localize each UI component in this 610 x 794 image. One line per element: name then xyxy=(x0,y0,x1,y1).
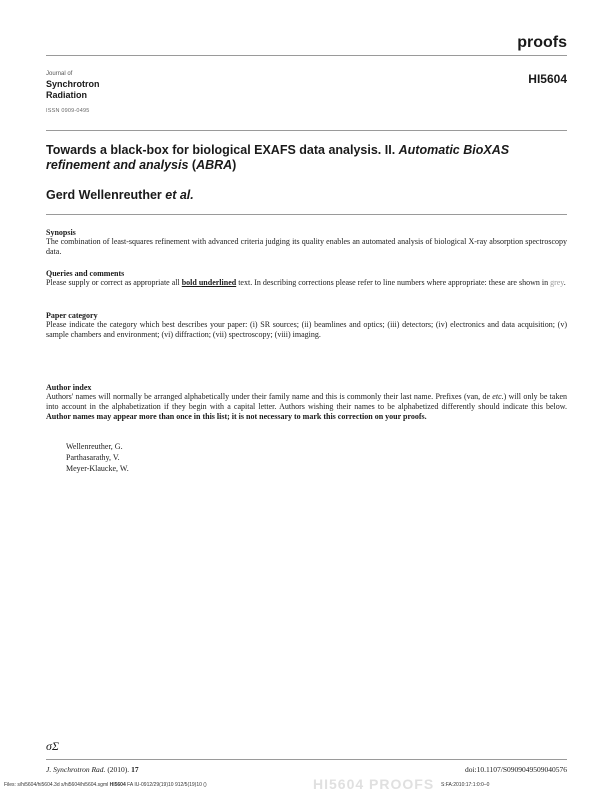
proofs-watermark: HI5604 PROOFS xyxy=(313,776,435,792)
author-bottom-rule xyxy=(46,214,567,215)
paper-category-text: Please indicate the category which best describes your paper: (i) SR sources; (ii) beamlines and optics; (iii) detectors; (iv) electronics and data acquisition; (v) sample chambers and environment; (vi) diffraction; (vii) spectroscopy; (viii) imaging. xyxy=(46,320,567,339)
author-index-entry: Parthasarathy, V. xyxy=(66,453,120,462)
citation: J. Synchrotron Rad. (2010). 17 xyxy=(46,765,139,774)
author-index-list xyxy=(66,441,129,474)
journal-of-label: Journal of xyxy=(46,71,73,77)
journal-logo-block xyxy=(46,71,166,114)
author-index-text: Authors' names will normally be arranged alphabetically under their family name and this is commonly their last name. Prefixes (van, de etc.) will only be taken into account in the alphabetization if they begin with a capital letter. Authors wishing their names to be alphabetized differently should indicate this below. Author names may appear more than once in this list; it is not necessary to mark this correction on your proofs. xyxy=(46,392,567,421)
bold-underlined-sample: bold underlined xyxy=(181,278,237,287)
header-rule xyxy=(46,55,567,56)
doi: doi:10.1107/S0909049509040576 xyxy=(464,765,567,774)
paper-category-heading: Paper category xyxy=(46,311,98,320)
title-top-rule xyxy=(46,130,567,131)
footer-rule xyxy=(46,759,567,760)
author-index-entry: Wellenreuther, G. xyxy=(66,442,123,451)
sigma-mark: σΣ xyxy=(46,739,60,753)
author-index-entry: Meyer-Klaucke, W. xyxy=(66,464,129,473)
proofs-label: proofs xyxy=(517,34,567,51)
synopsis-text: The combination of least-squares refinement with advanced criteria judging its quality enables an automated analysis of biological X-ray absorption spectroscopy data. xyxy=(46,237,567,256)
issn: ISSN 0909-0495 xyxy=(46,108,90,114)
author-index-section xyxy=(46,383,567,422)
queries-section xyxy=(46,269,567,288)
synopsis-heading: Synopsis xyxy=(46,228,76,237)
files-info-right: S:FA:2010:17:1:0:0–0 xyxy=(441,782,490,788)
files-info: Files: s/hi5604/hi5604.3d s/hi5604/hi5604.sgml HI5604 FA IU-0912/29(19)10 912/5(19)10 () xyxy=(4,782,207,788)
article-title: Towards a black-box for biological EXAFS data analysis. II. Automatic BioXAS refinement and analysis (ABRA) xyxy=(46,143,510,172)
queries-heading: Queries and comments xyxy=(46,269,125,278)
author-index-heading: Author index xyxy=(46,383,92,392)
manuscript-code: HI5604 xyxy=(528,72,567,86)
synopsis-section xyxy=(46,228,567,257)
grey-sample: grey xyxy=(550,278,564,287)
journal-name: Synchrotron Radiation xyxy=(46,79,100,100)
queries-text: Please supply or correct as appropriate all bold underlined text. In describing corrections please refer to line numbers where appropriate: these are shown in grey. xyxy=(46,278,566,287)
article-author: Gerd Wellenreuther et al. xyxy=(46,188,194,202)
paper-category-section xyxy=(46,311,567,340)
